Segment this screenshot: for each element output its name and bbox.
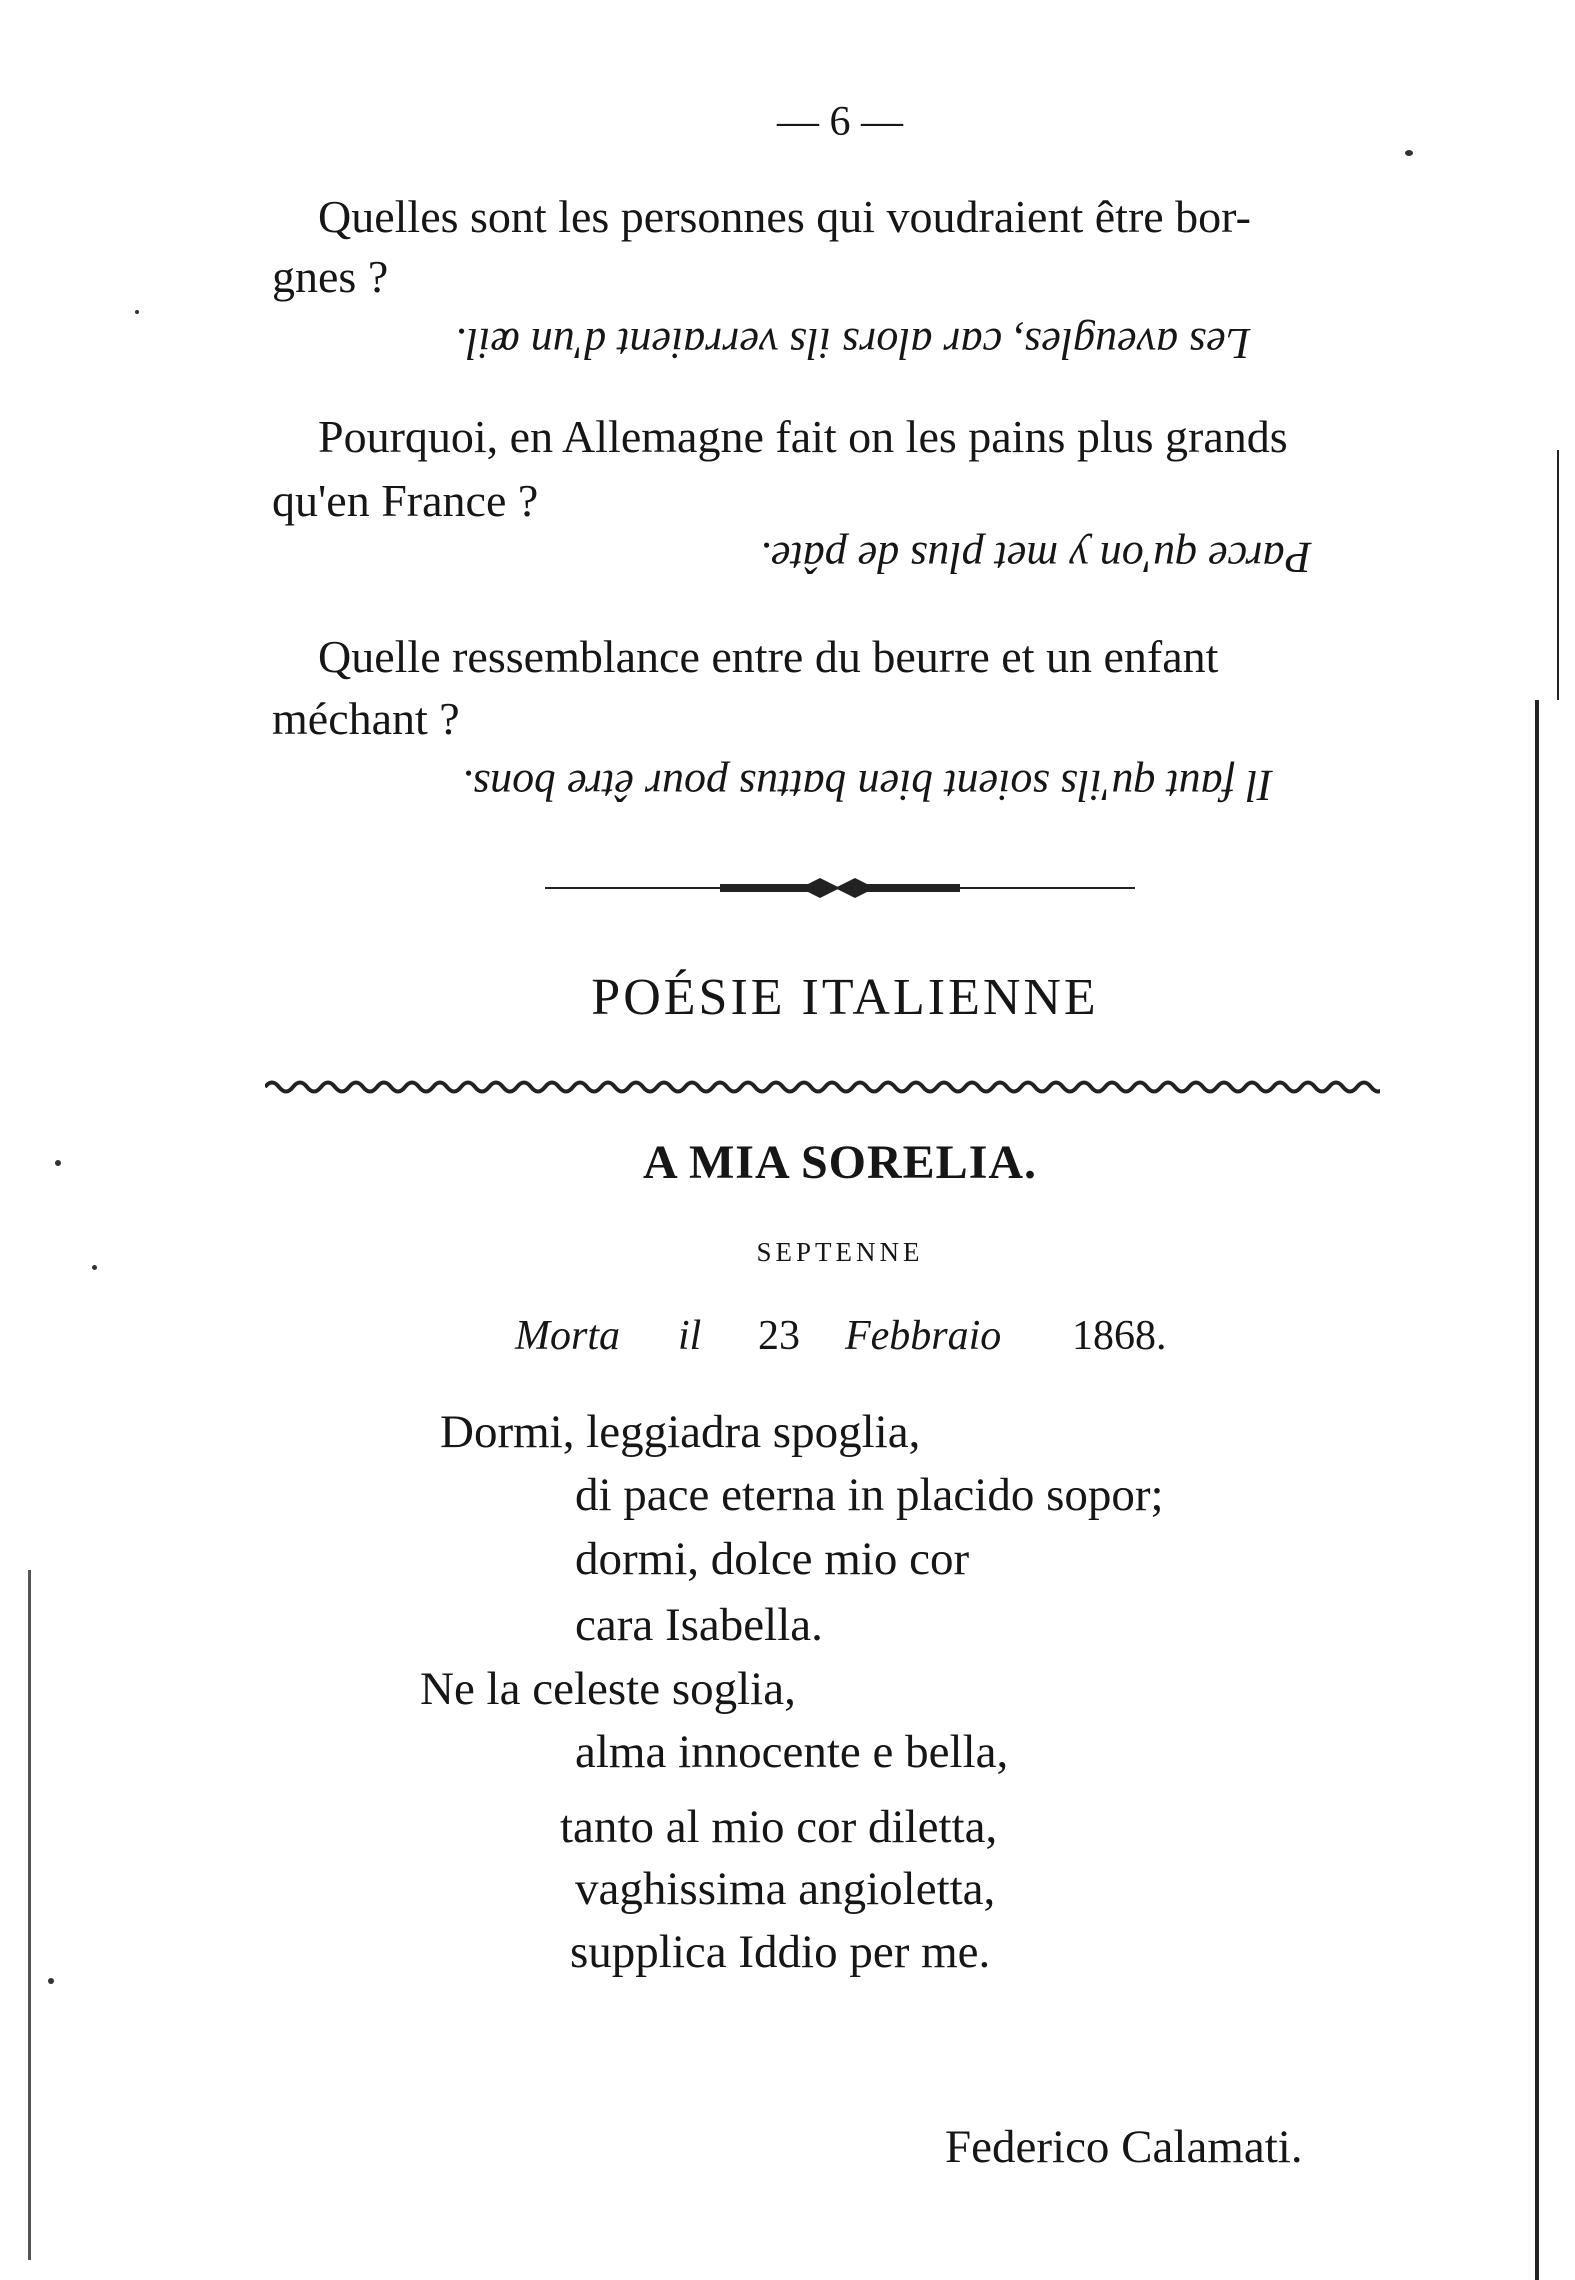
poem-line: dormi, dolce mio cor [575,1533,970,1585]
dedication-year: 1868. [1072,1313,1167,1359]
scan-edge-left [28,1570,31,2260]
dedication-morta: Morta [515,1313,620,1359]
poem-line: Dormi, leggiadra spoglia, [440,1406,921,1458]
scan-edge-right [1535,700,1539,2280]
poem-line: di pace eterna in placido sopor; [575,1469,1164,1521]
scan-speck [48,1978,54,1984]
poem-line: tanto al mio cor diletta, [560,1801,998,1853]
riddle-3-question-line-1: Quelle ressemblance entre du beurre et un enfant [318,631,1219,682]
dedication-day: 23 [758,1313,800,1359]
riddle-1-question-line-2: gnes ? [272,251,389,302]
scan-speck [1405,150,1413,156]
poem-line: supplica Iddio per me. [570,1926,991,1978]
dedication-il: il [678,1313,702,1359]
riddle-2-question-line-2: qu'en France ? [272,475,539,526]
poem-line: vaghissima angioletta, [575,1863,996,1915]
ornamental-divider [545,873,1135,903]
poem-line: Ne la celeste soglia, [420,1663,796,1715]
riddle-1-answer-inverted: Les aveugles, car alors ils verraient d'un œil. [455,319,1251,368]
riddle-3-question-line-2: méchant ? [272,693,460,744]
dedication-month: Febbraio [845,1313,1002,1359]
poem-subtitle: SEPTENNE [756,1237,924,1267]
wavy-rule [265,1075,1380,1099]
poem-line: cara Isabella. [575,1599,823,1651]
poem-line: alma innocente e bella, [575,1726,1009,1778]
section-title: POÉSIE ITALIENNE [591,969,1099,1026]
scan-speck [55,1160,61,1166]
scan-speck [135,310,139,314]
poem-author: Federico Calamati. [945,2121,1303,2173]
riddle-2-question-line-1: Pourquoi, en Allemagne fait on les pains plus grands [318,411,1288,462]
riddle-2-answer-inverted: Parce qu'on y met plus de pâte. [760,533,1312,582]
page-number: — 6 — [777,99,903,145]
scan-edge-right-faint [1557,450,1559,700]
riddle-1-question-line-1: Quelles sont les personnes qui voudraient être bor- [318,191,1251,242]
poem-title: A MIA SORELIA. [642,1136,1038,1189]
scan-speck [92,1265,97,1270]
riddle-3-answer-inverted: Il faut qu'ils soient bien battus pour être bons. [462,761,1273,810]
